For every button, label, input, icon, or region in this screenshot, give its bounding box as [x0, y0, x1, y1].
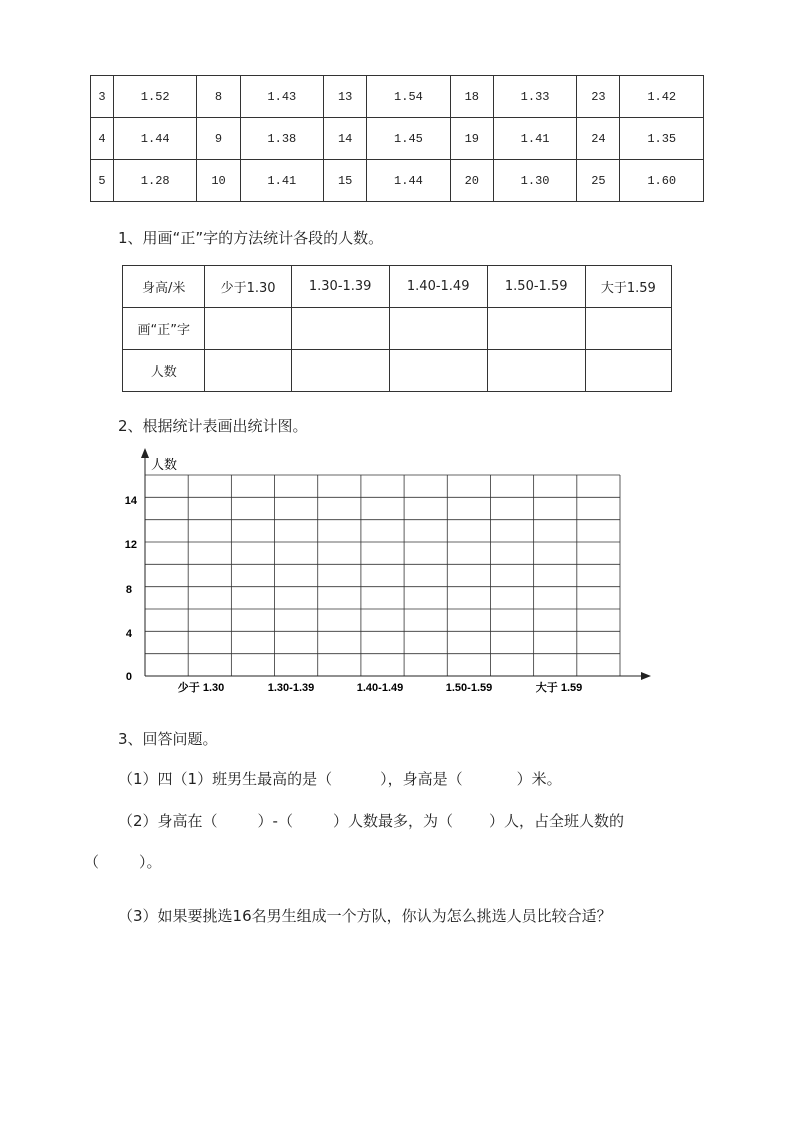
text-part: （1）四（1）班男生最高的是（ [118, 770, 333, 788]
student-number-cell: 5 [91, 160, 114, 202]
height-cell: 1.33 [493, 76, 576, 118]
y-tick-label: 0 [125, 671, 132, 683]
height-cell: 1.54 [367, 76, 450, 118]
x-category-label: 1.50-1.59 [445, 682, 493, 694]
student-number-cell: 13 [324, 76, 367, 118]
header-cell: 少于1.30 [205, 266, 291, 308]
height-cell: 1.30 [493, 160, 576, 202]
height-cell: 1.42 [620, 76, 704, 118]
student-number-cell: 10 [197, 160, 240, 202]
height-cell: 1.28 [113, 160, 196, 202]
header-cell: 大于1.59 [585, 266, 671, 308]
question-3-2 [118, 810, 624, 831]
height-cell: 1.35 [620, 118, 704, 160]
student-number-cell: 24 [577, 118, 620, 160]
text-part: （ [84, 853, 100, 871]
height-cell: 1.45 [367, 118, 450, 160]
height-cell: 1.43 [240, 76, 323, 118]
student-number-cell: 19 [450, 118, 493, 160]
header-cell: 1.30-1.39 [291, 266, 389, 308]
grid-lines [145, 475, 620, 676]
text-part: （2）身高在（ [118, 812, 218, 830]
text-part: ）人，占全班人数的 [488, 812, 624, 830]
student-number-cell: 9 [197, 118, 240, 160]
height-cell: 1.60 [620, 160, 704, 202]
height-cell: 1.52 [113, 76, 196, 118]
height-cell: 1.41 [240, 160, 323, 202]
text-part: ）米。 [516, 770, 562, 788]
header-cell: 身高/米 [123, 266, 205, 308]
text-part: ）人数最多，为（ [332, 812, 453, 830]
height-cell: 1.38 [240, 118, 323, 160]
y-axis-title: 人数 [151, 458, 178, 473]
question-1: 1、用画“正”字的方法统计各段的人数。 [118, 229, 384, 247]
header-cell: 1.50-1.59 [487, 266, 585, 308]
student-number-cell: 3 [91, 76, 114, 118]
student-number-cell: 14 [324, 118, 367, 160]
height-cell: 1.44 [113, 118, 196, 160]
student-number-cell: 18 [450, 76, 493, 118]
student-number-cell: 20 [450, 160, 493, 202]
student-number-cell: 23 [577, 76, 620, 118]
text-part: ）。 [139, 853, 162, 871]
question-3-1 [118, 768, 562, 789]
student-number-cell: 15 [324, 160, 367, 202]
height-cell: 1.41 [493, 118, 576, 160]
question-2: 2、根据统计表画出统计图。 [118, 417, 308, 435]
x-category-label: 大于 1.59 [535, 682, 583, 694]
header-cell: 1.40-1.49 [389, 266, 487, 308]
text-part: ），身高是（ [380, 770, 463, 788]
question-3-3: （3）如果要挑选16名男生组成一个方队，你认为怎么挑选人员比较合适？ [118, 907, 612, 925]
x-category-label: 1.30-1.39 [267, 682, 315, 694]
row-label: 人数 [123, 350, 205, 392]
y-tick-label: 4 [125, 628, 132, 640]
question-3-2-continued [84, 851, 162, 872]
question-3-title: 3、回答问题。 [118, 730, 218, 748]
student-number-cell: 4 [91, 118, 114, 160]
y-tick-label: 8 [125, 584, 132, 596]
height-cell: 1.44 [367, 160, 450, 202]
x-category-label: 少于 1.30 [177, 682, 225, 694]
x-axis-arrow-icon [641, 672, 651, 680]
text-part: ）-（ [257, 812, 293, 830]
y-axis-arrow-icon [141, 448, 149, 458]
x-category-label: 1.40-1.49 [356, 682, 404, 694]
student-number-cell: 8 [197, 76, 240, 118]
y-tick-label: 14 [124, 495, 137, 507]
student-number-cell: 25 [577, 160, 620, 202]
row-label: 画“正”字 [123, 308, 205, 350]
y-tick-label: 12 [124, 539, 137, 551]
